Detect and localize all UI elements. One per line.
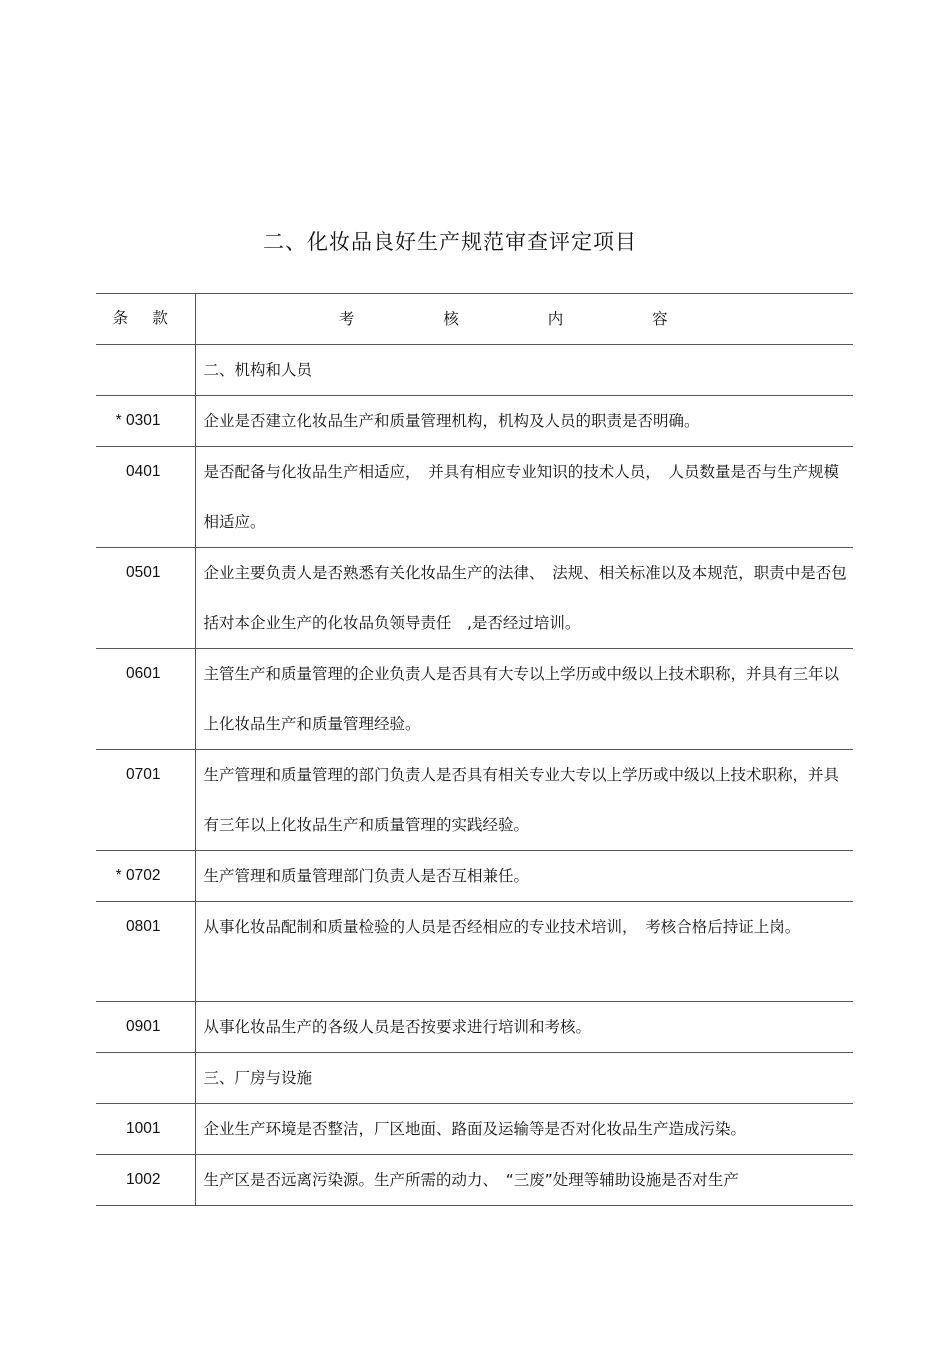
table-row <box>96 396 853 447</box>
table-header-row <box>96 294 853 345</box>
clause-code <box>96 1053 195 1104</box>
clause-code: 0401 <box>96 447 195 548</box>
table-row <box>96 1155 853 1206</box>
clause-content: 主管生产和质量管理的企业负责人是否具有大专以上学历或中级以上技术职称，并具有三年以上化妆品生产和质量管理经验。 <box>195 649 853 750</box>
section-row <box>96 1053 853 1104</box>
clause-code: 0501 <box>96 548 195 649</box>
header-clause: 条 款 <box>96 294 195 345</box>
page-title: 二、化妆品良好生产规范审查评定项目 <box>263 230 637 254</box>
table-row <box>96 902 853 1002</box>
clause-code: 1001 <box>96 1104 195 1155</box>
table-row <box>96 1002 853 1053</box>
table-row <box>96 649 853 750</box>
clause-content: 企业是否建立化妆品生产和质量管理机构，机构及人员的职责是否明确。 <box>195 396 853 447</box>
clause-content: 生产区是否远离污染源。生产所需的动力、 “三废”处理等辅助设施是否对生产 <box>195 1155 853 1206</box>
review-items-table <box>96 293 853 1206</box>
clause-content: 生产管理和质量管理部门负责人是否互相兼任。 <box>195 851 853 902</box>
clause-content: 企业生产环境是否整洁，厂区地面、路面及运输等是否对化妆品生产造成污染。 <box>195 1104 853 1155</box>
clause-code: 0901 <box>96 1002 195 1053</box>
clause-code: * 0301 <box>96 396 195 447</box>
section-row <box>96 345 853 396</box>
table-row <box>96 1104 853 1155</box>
clause-code: 1002 <box>96 1155 195 1206</box>
clause-code: * 0702 <box>96 851 195 902</box>
section-title: 二、机构和人员 <box>195 345 853 396</box>
clause-code: 0601 <box>96 649 195 750</box>
table-row <box>96 851 853 902</box>
clause-content: 是否配备与化妆品生产相适应， 并具有相应专业知识的技术人员， 人员数量是否与生产规模相适应。 <box>195 447 853 548</box>
table-row <box>96 447 853 548</box>
clause-content: 生产管理和质量管理的部门负责人是否具有相关专业大专以上学历或中级以上技术职称，并具有三年以上化妆品生产和质量管理的实践经验。 <box>195 750 853 851</box>
header-content: 考 核 内 容 <box>195 294 853 345</box>
table-row <box>96 750 853 851</box>
clause-code <box>96 345 195 396</box>
clause-content: 从事化妆品配制和质量检验的人员是否经相应的专业技术培训， 考核合格后持证上岗。 <box>195 902 853 1002</box>
table-row <box>96 548 853 649</box>
clause-code: 0701 <box>96 750 195 851</box>
clause-content: 企业主要负责人是否熟悉有关化妆品生产的法律、 法规、相关标准以及本规范，职责中是否包括对本企业生产的化妆品负领导责任 ,是否经过培训。 <box>195 548 853 649</box>
clause-code: 0801 <box>96 902 195 1002</box>
section-title: 三、厂房与设施 <box>195 1053 853 1104</box>
clause-content: 从事化妆品生产的各级人员是否按要求进行培训和考核。 <box>195 1002 853 1053</box>
